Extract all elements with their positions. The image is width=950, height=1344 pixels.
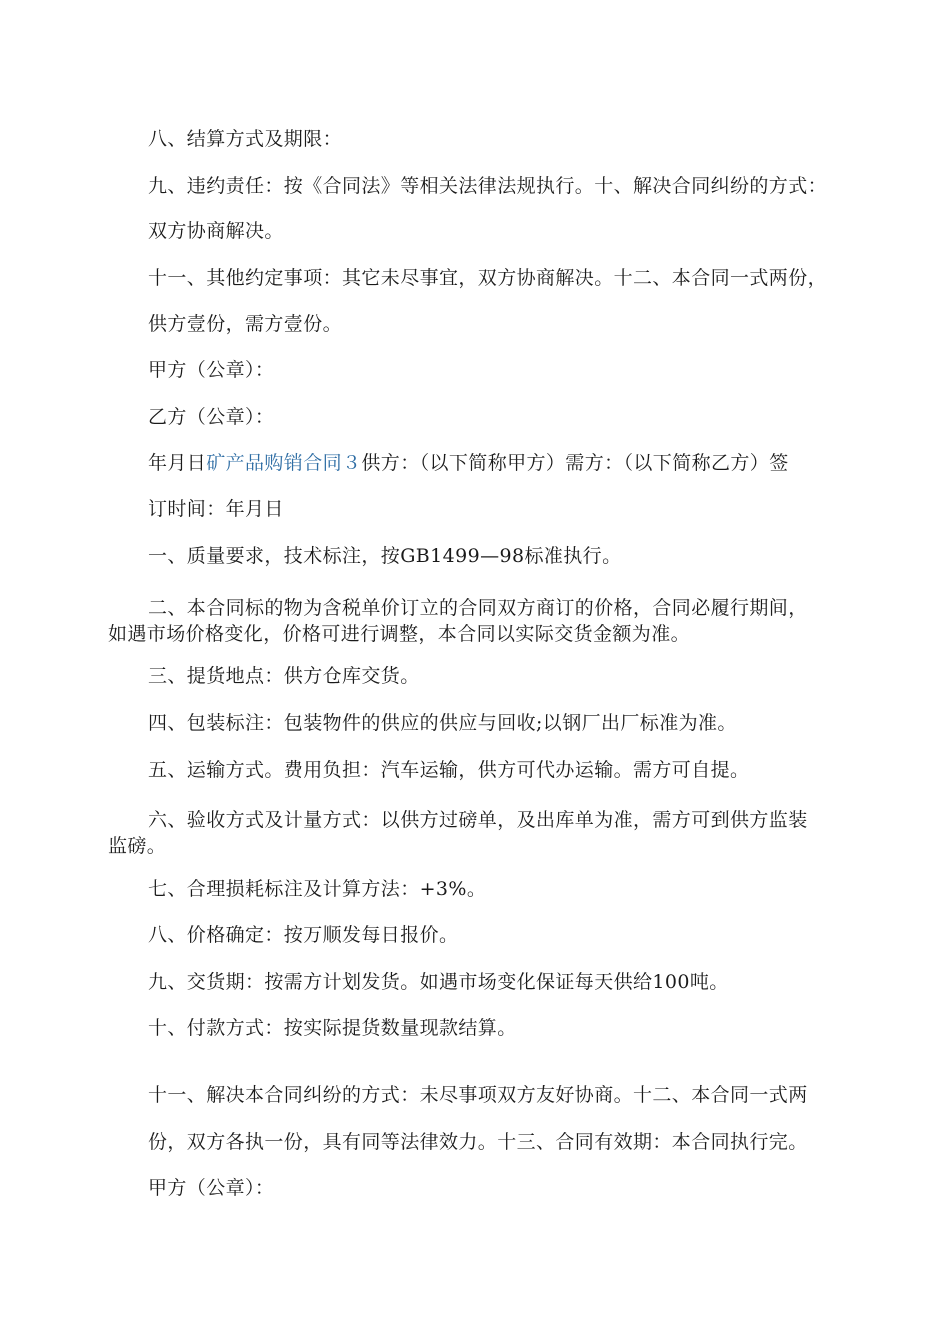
clause-9-liability: 九、违约责任：按《合同法》等相关法律法规执行。十、解决合同纠纷的方式： [148, 175, 828, 197]
clause-6-acceptance-cont: 监磅。 [108, 835, 167, 857]
clause-11-other: 十一、其他约定事项：其它未尽事宜，双方协商解决。十二、本合同一式两份， [148, 267, 828, 289]
party-a-seal-2: 甲方（公章）： [148, 1177, 275, 1199]
clause-6-acceptance: 六、验收方式及计量方式：以供方过磅单，及出库单为准，需方可到供方监装 [148, 809, 808, 831]
clause-4-packaging: 四、包装标注：包装物件的供应的供应与回收;以钢厂出厂标准为准。 [148, 712, 737, 734]
clause-2-price-cont: 如遇市场价格变化，价格可进行调整，本合同以实际交货金额为准。 [108, 623, 691, 645]
signing-time: 订时间：年月日 [148, 498, 284, 520]
clause-7-loss: 七、合理损耗标注及计算方法：+3%。 [148, 878, 487, 900]
clause-3-delivery-place: 三、提货地点：供方仓库交货。 [148, 665, 420, 687]
clause-12-copies: 份，双方各执一份，具有同等法律效力。十三、合同有效期：本合同执行完。 [148, 1131, 808, 1153]
clause-5-transport: 五、运输方式。费用负担：汽车运输，供方可代办运输。需方可自提。 [148, 759, 750, 781]
clause-9-delivery-period: 九、交货期：按需方计划发货。如遇市场变化保证每天供给100吨。 [148, 971, 729, 993]
clause-1-quality: 一、质量要求，技术标注，按GB1499—98标准执行。 [148, 545, 622, 567]
clause-8-price: 八、价格确定：按万顺发每日报价。 [148, 924, 459, 946]
date-placeholder: 年月日 [148, 452, 207, 474]
clause-10-dispute-cont: 双方协商解决。 [148, 220, 284, 242]
clause-2-price: 二、本合同标的物为含税单价订立的合同双方商订的价格，合同必履行期间， [148, 597, 808, 619]
contract-header-line [148, 451, 789, 475]
clause-12-copies-cont: 供方壹份，需方壹份。 [148, 313, 343, 335]
party-a-seal: 甲方（公章）： [148, 359, 275, 381]
clause-11-dispute: 十一、解决本合同纠纷的方式：未尽事项双方友好协商。十二、本合同一式两 [148, 1084, 808, 1106]
party-b-seal: 乙方（公章）： [148, 406, 275, 428]
clause-8-settlement: 八、结算方式及期限： [148, 128, 343, 150]
contract-title-link[interactable]: 矿产品购销合同３ [206, 452, 362, 474]
clause-10-payment: 十、付款方式：按实际提货数量现款结算。 [148, 1017, 517, 1039]
header-parties: 供方：（以下简称甲方）需方：（以下简称乙方）签 [361, 452, 789, 474]
